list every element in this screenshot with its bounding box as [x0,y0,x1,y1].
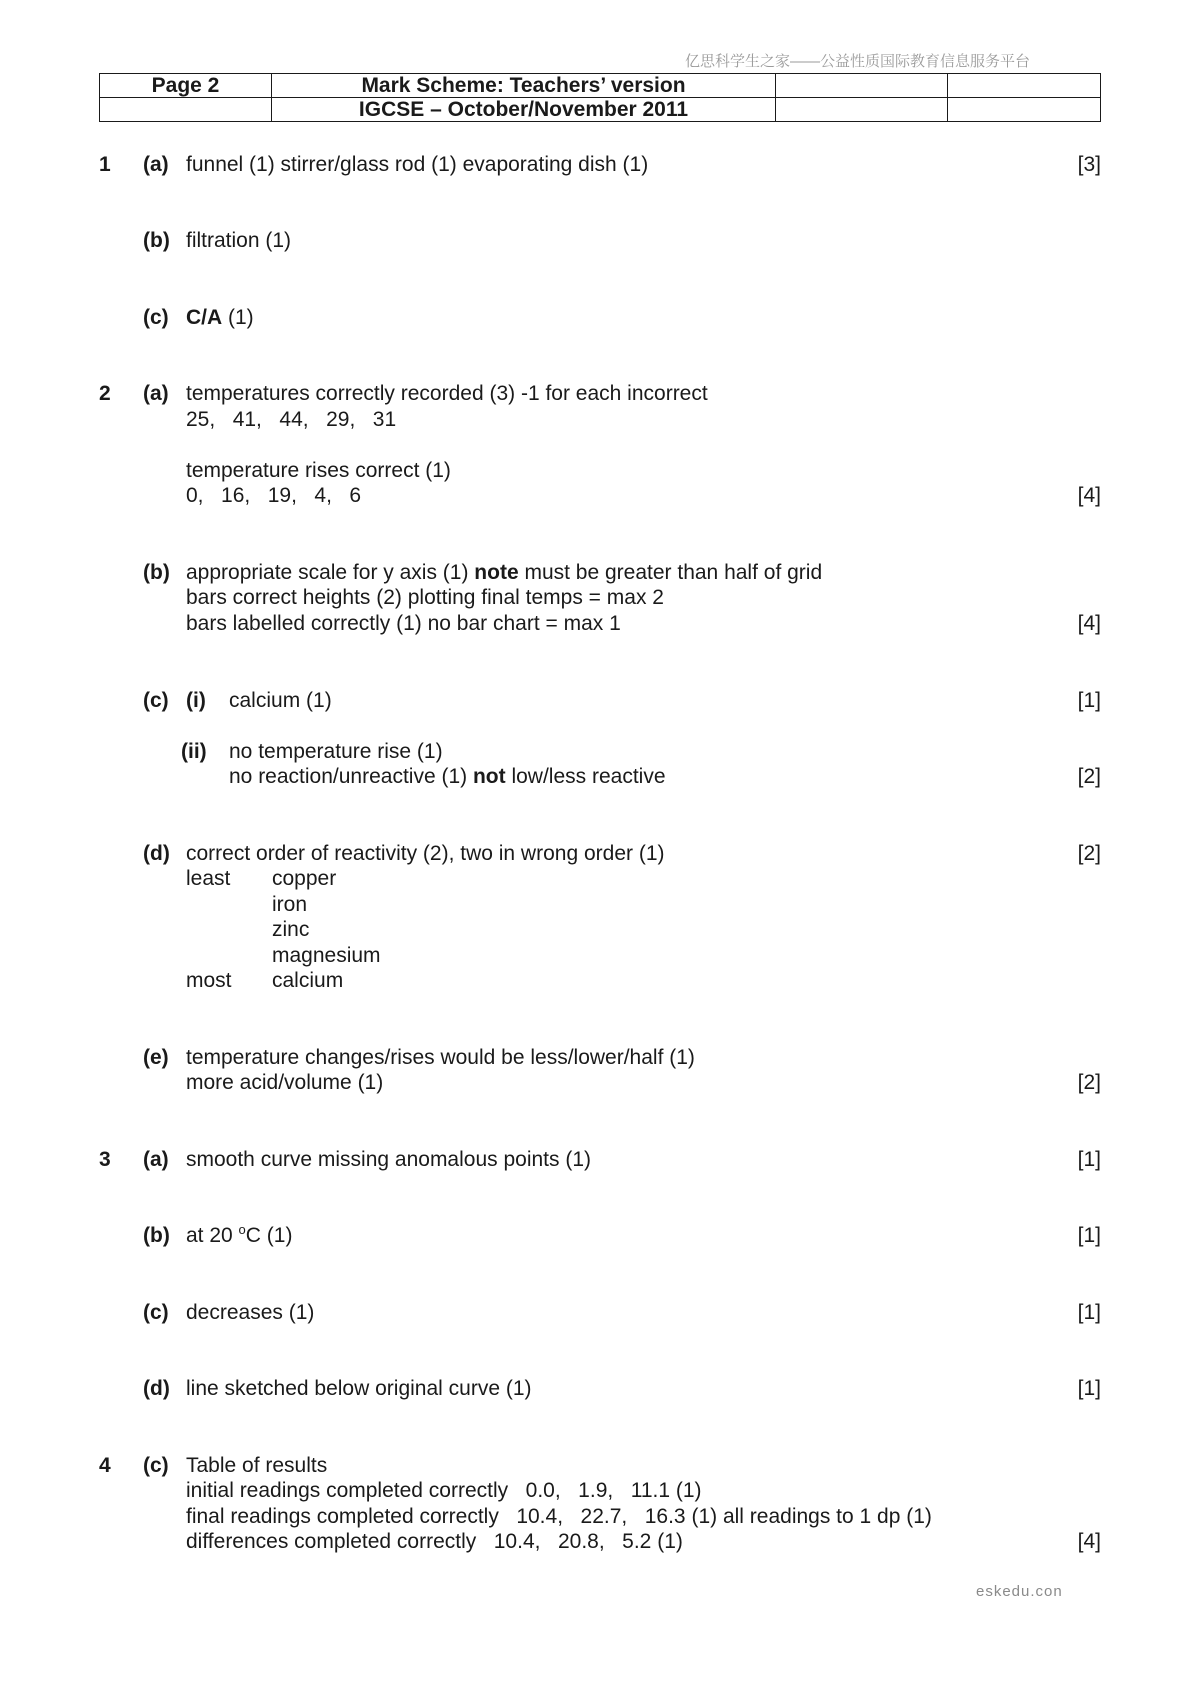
q3d-mark: [1] [1077,1377,1101,1400]
q2a-line3: temperature rises correct (1) [186,459,451,482]
header-title: Mark Scheme: Teachers’ version [272,74,776,98]
q3a-text: smooth curve missing anomalous points (1) [186,1148,592,1171]
q4c-line3: final readings completed correctly 10.4, 22.7, 16.3 (1) all readings to 1 dp (1) [186,1505,932,1528]
question-3-number: 3 [99,1148,111,1171]
q2c-label: (c) [143,689,169,712]
header-empty-cell [948,98,1101,122]
q2cii-line2 [229,764,666,790]
q4c-line4: differences completed correctly 10.4, 20.8, 5.2 (1) [186,1530,683,1553]
q2ci-mark: [1] [1077,689,1101,712]
q2d-least: least [186,867,231,890]
q2a-line4: 0, 16, 19, 4, 6 [186,484,362,507]
footer-watermark: eskedu.con [976,1583,1063,1600]
q1c-answer [186,305,254,331]
q3d-label: (d) [143,1377,170,1400]
q3b-answer [186,1223,292,1249]
watermark: 亿思科学生之家——公益性质国际教育信息服务平台 [685,53,1031,70]
q4c-line1: Table of results [186,1454,328,1477]
q2a-label: (a) [143,382,169,405]
header-page: Page 2 [100,74,272,98]
q3b-post: C (1) [245,1224,293,1247]
q2a-mark: [4] [1077,484,1101,507]
header-empty-cell [776,74,948,98]
q2b-line2: bars correct heights (2) plotting final temps = max 2 [186,586,664,609]
q1b-text: filtration (1) [186,229,292,252]
question-4-number: 4 [99,1454,111,1477]
q1c-bold: C/A [186,306,223,329]
q2e-line2: more acid/volume (1) [186,1071,384,1094]
q4c-label: (c) [143,1454,169,1477]
q2cii-line2-post: low/less reactive [505,765,666,788]
q1a-mark: [3] [1077,153,1101,176]
q2b-mark: [4] [1077,612,1101,635]
q3c-label: (c) [143,1301,169,1324]
header-empty-cell [100,98,272,122]
reactivity-metal: magnesium [272,944,381,967]
q2cii-line1: no temperature rise (1) [229,740,443,763]
reactivity-metal: copper [272,867,337,890]
q3b-pre: at 20 [186,1224,239,1247]
q1c-label: (c) [143,306,169,329]
q2b-line1 [186,560,822,586]
header-table [99,73,1101,122]
q1a-label: (a) [143,153,169,176]
q2cii-not: not [472,765,506,788]
q2cii-line2-pre: no reaction/unreactive (1) [229,765,473,788]
header-empty-cell [948,74,1101,98]
q2b-line1-post: must be greater than half of grid [518,561,823,584]
q2d-text: correct order of reactivity (2), two in wrong order (1) [186,842,665,865]
reactivity-metal: iron [272,893,308,916]
reactivity-metal: calcium [272,969,344,992]
q2cii-label: (ii) [181,740,207,763]
q2b-line1-pre: appropriate scale for y axis (1) [186,561,475,584]
q3b-mark: [1] [1077,1224,1101,1247]
q2a-line2: 25, 41, 44, 29, 31 [186,408,397,431]
q3b-label: (b) [143,1224,170,1247]
reactivity-metal: zinc [272,918,310,941]
q2ci-text: calcium (1) [229,689,332,712]
q2a-line1: temperatures correctly recorded (3) -1 for each incorrect [186,382,708,405]
q2d-label: (d) [143,842,170,865]
q4c-line2: initial readings completed correctly 0.0, 1.9, 11.1 (1) [186,1479,702,1502]
q1a-text: funnel (1) stirrer/glass rod (1) evaporating dish (1) [186,153,649,176]
q3c-mark: [1] [1077,1301,1101,1324]
q2b-note: note [474,561,519,584]
q2b-line3: bars labelled correctly (1) no bar chart = max 1 [186,612,621,635]
q3a-mark: [1] [1077,1148,1101,1171]
q1c-text: (1) [222,306,254,329]
degree-symbol: o [238,1222,246,1237]
q4c-mark: [4] [1077,1530,1101,1553]
q1b-label: (b) [143,229,170,252]
q2d-mark: [2] [1077,842,1101,865]
q3c-text: decreases (1) [186,1301,315,1324]
q3d-text: line sketched below original curve (1) [186,1377,532,1400]
question-2-number: 2 [99,382,111,405]
header-exam: IGCSE – October/November 2011 [272,98,776,122]
q2e-mark: [2] [1077,1071,1101,1094]
q2b-label: (b) [143,561,170,584]
q3a-label: (a) [143,1148,169,1171]
q2cii-mark: [2] [1077,765,1101,788]
q2e-line1: temperature changes/rises would be less/lower/half (1) [186,1046,695,1069]
q2ci-label: (i) [186,689,206,712]
header-empty-cell [776,98,948,122]
question-1-number: 1 [99,153,111,176]
q2d-most: most [186,969,232,992]
q2e-label: (e) [143,1046,169,1069]
